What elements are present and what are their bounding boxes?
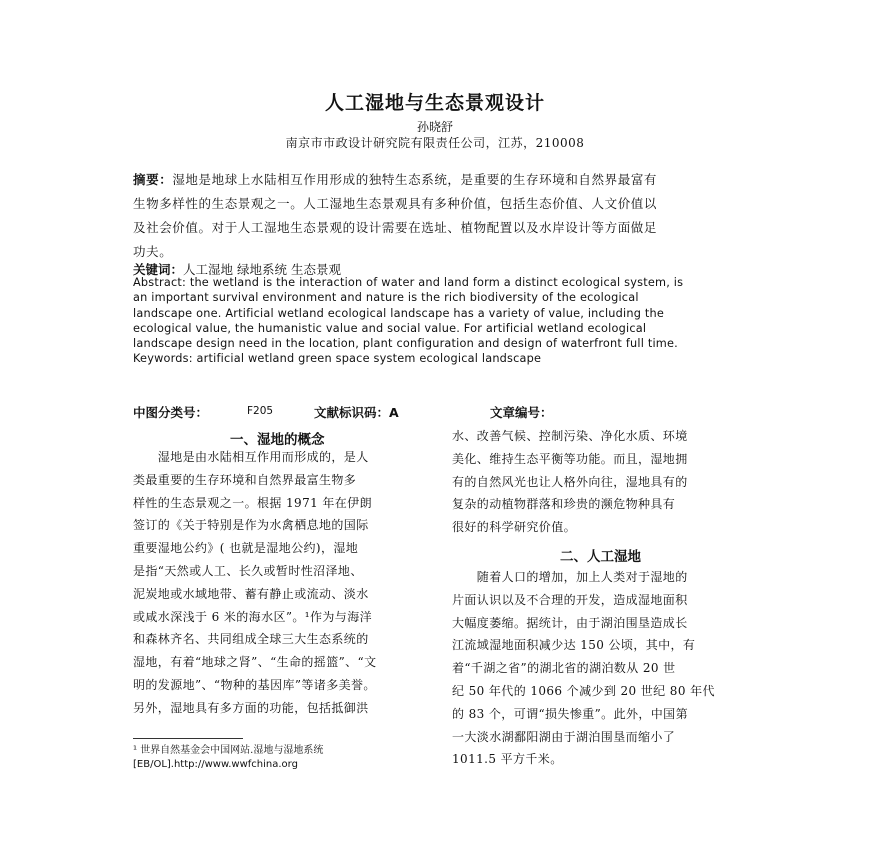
abstract-line: 及社会价值。对于人工湿地生态景观的设计需要在选址、植物配置以及水岸设计等方面做足 xyxy=(133,220,658,235)
paragraph-line: 是指“天然或人工、长久或暂时性沼泽地、 xyxy=(133,563,363,578)
keywords-text: 人工湿地 绿地系统 生态景观 xyxy=(183,262,341,277)
abstract-en-line: Abstract: the wetland is the interaction of water and land form a distinct ecological system, is xyxy=(133,276,684,289)
abstract-chinese xyxy=(133,168,738,264)
abstract-line: 生物多样性的生态景观之一。人工湿地生态景观具有多种价值，包括生态价值、人文价值以 xyxy=(133,196,658,211)
paragraph-line: 一大淡水湖鄱阳湖由于湖泊围垦而缩小了 xyxy=(452,729,676,744)
section-heading-2: 二、人工湿地 xyxy=(560,549,641,565)
abstract-en-line: an important survival environment and nature is the rich biodiversity of the ecological xyxy=(133,291,639,305)
paragraph-line: 复杂的动植物群落和珍贵的濒危物种具有 xyxy=(452,497,676,512)
paragraph-line: 纪 50 年代的 1066 个减少到 20 世纪 80 年代 xyxy=(452,683,715,698)
paragraph-line: 随着人口的增加，加上人类对于湿地的 xyxy=(452,570,688,584)
paragraph-line: 大幅度萎缩。据统计，由于湖泊围垦造成长 xyxy=(452,615,688,630)
footnote-line: ¹ 世界自然基金会中国网站.湿地与湿地系统 xyxy=(133,745,324,756)
paragraph-line: 着“千湖之省”的湖北省的湖泊数从 20 世 xyxy=(452,661,676,676)
paragraph-line: 和森林齐名、共同组成全球三大生态系统的 xyxy=(133,632,369,647)
paragraph-line: 另外，湿地具有多方面的功能，包括抵御洪 xyxy=(133,700,369,715)
document-code: 文献标识码：A xyxy=(314,405,399,420)
abstract-label: 摘要： xyxy=(133,172,173,187)
paragraph-line: 湿地是由水陆相互作用而形成的，是人 xyxy=(133,450,369,464)
abstract-en-line: ecological value, the humanistic value and social value. For artificial wetland ecological xyxy=(133,321,647,335)
paragraph-line: 明的发源地”、“物种的基因库”等诸多美誉。 xyxy=(133,677,376,692)
clc-value: F205 xyxy=(247,405,274,417)
footnote-divider xyxy=(133,738,243,739)
author: 孙晓舒 xyxy=(416,120,453,134)
paragraph-line: 江流域湿地面积减少达 150 公顷，其中，有 xyxy=(452,638,696,653)
keywords-label: 关键词： xyxy=(133,262,184,277)
abstract-en-line: landscape one. Artificial wetland ecological landscape has a variety of value, including the xyxy=(133,306,665,320)
right-column-continuation xyxy=(452,425,752,539)
paragraph-line: 有的自然风光也让人格外向往，湿地具有的 xyxy=(452,474,688,489)
paragraph-line: 重要湿地公约》( 也就是湿地公约)，湿地 xyxy=(133,541,359,556)
footnote xyxy=(133,744,323,772)
paragraph-line: 泥炭地或水域地带、蓄有静止或流动、淡水 xyxy=(133,586,369,601)
paragraph-line: 湿地，有着“地球之肾”、“生命的摇篮”、“文 xyxy=(133,655,377,670)
paragraph-line: 1011.5 平方千米。 xyxy=(452,752,563,767)
paragraph-line: 片面认识以及不合理的开发，造成湿地面积 xyxy=(452,592,688,607)
abstract-line: 湿地是地球上水陆相互作用形成的独特生态系统，是重要的生存环境和自然界最富有 xyxy=(172,172,658,187)
affiliation: 南京市市政设计研究院有限责任公司，江苏，210008 xyxy=(285,136,585,150)
keywords-english: Keywords: artificial wetland green space system ecological landscape xyxy=(133,352,542,365)
paragraph-line: 很好的科学研究价值。 xyxy=(452,520,577,535)
paragraph-line: 水、改善气候、控制污染、净化水质、环境 xyxy=(452,429,688,443)
clc-label: 中图分类号： xyxy=(133,405,209,420)
page-title: 人工湿地与生态景观设计 xyxy=(324,92,545,114)
abstract-english xyxy=(133,275,745,351)
abstract-line: 功夫。 xyxy=(133,244,173,259)
paragraph-line: 的 83 个，可谓“损失惨重”。此外，中国第 xyxy=(452,706,688,721)
right-column-section2 xyxy=(452,566,752,771)
paragraph-line: 美化、维持生态平衡等功能。而且，湿地拥 xyxy=(452,451,688,466)
left-column-text xyxy=(133,446,448,720)
abstract-en-line: landscape design need in the location, plant configuration and design of waterfront full time. xyxy=(133,337,678,351)
paragraph-line: 或咸水深浅于 6 米的海水区”。¹作为与海洋 xyxy=(133,609,373,624)
section-heading-1: 一、湿地的概念 xyxy=(230,432,325,448)
footnote-url: [EB/OL].http://www.wwfchina.org xyxy=(133,759,298,770)
paragraph-line: 签订的《关于特别是作为水禽栖息地的国际 xyxy=(133,518,369,533)
article-number-label: 文章编号： xyxy=(490,405,553,420)
paragraph-line: 类最重要的生存环境和自然界最富生物多 xyxy=(133,472,357,487)
paragraph-line: 样性的生态景观之一。根据 1971 年在伊朗 xyxy=(133,495,372,510)
